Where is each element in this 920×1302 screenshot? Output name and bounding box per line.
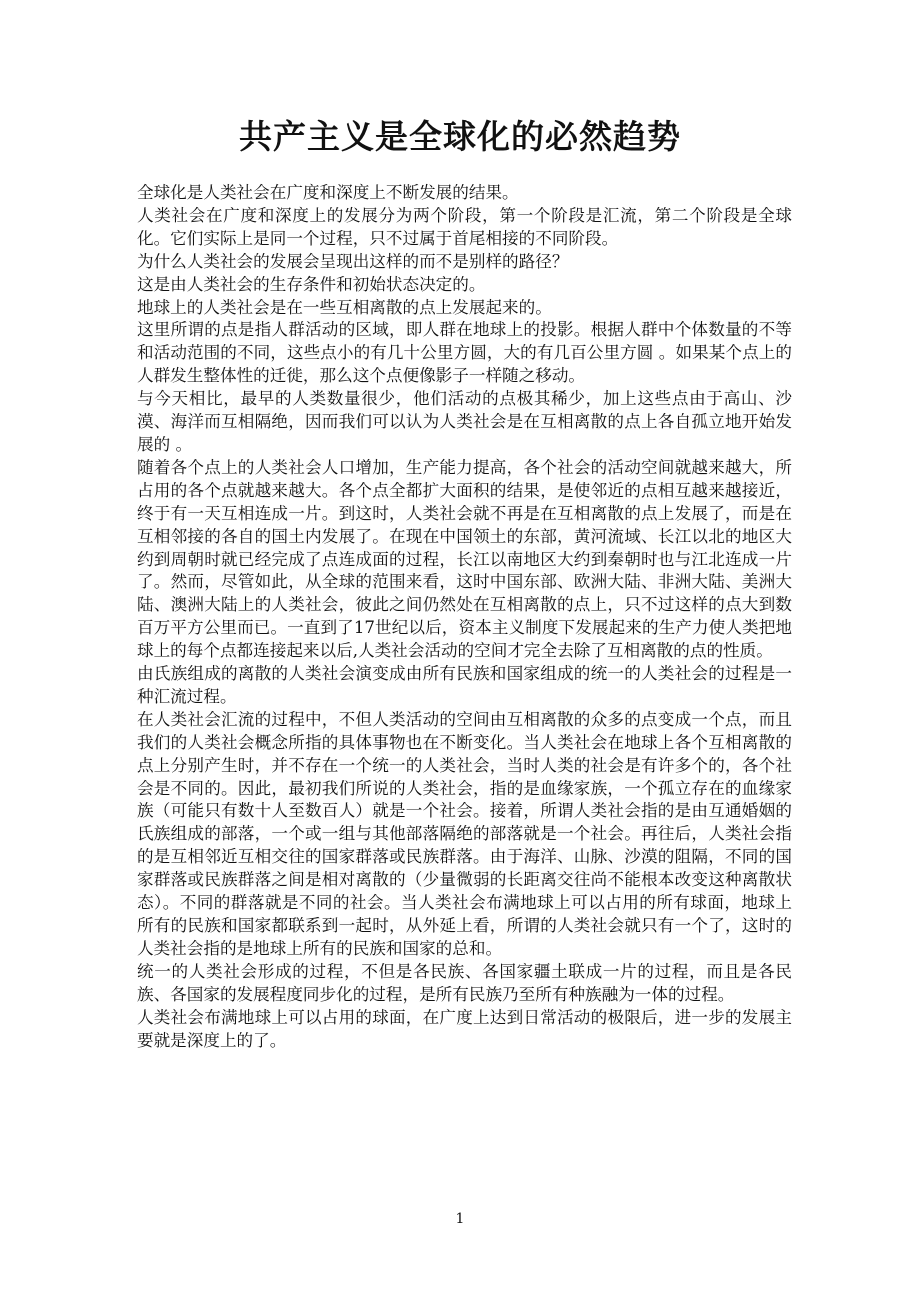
- paragraph: 这是由人类社会的生存条件和初始状态决定的。: [137, 274, 486, 294]
- paragraph: 人类社会布满地球上可以占用的球面，在广度上达到日常活动的极限后，进一步的发展主要就是深度上的了。: [137, 1007, 792, 1050]
- paragraph: 这里所谓的点是指人群活动的区域，即人群在地球上的投影。根据人群中个体数量的不等和活动范围的不同，这些点小的有几十公里方圆，大的有几百公里方圆 。如果某个点上的人群发生整体性的迁徙，那么这个点便像影子一样随之移动。: [137, 320, 792, 386]
- paragraph: 随着各个点上的人类社会人口增加，生产能力提高，各个社会的活动空间就越来越大，所占用的各个点就越来越大。各个点全都扩大面积的结果，是使邻近的点相互越来越接近，终于有一天互相连成一片。到这时，人类社会就不再是在互相离散的点上发展了，而是在互相邻接的各自的国土内发展了。在现在中国领土的东部，黄河流域、长江以北的地区大约到周朝时就已经完成了点连成面的过程，长江以南地区大约到秦朝时也与江北连成一片了。然而，尽管如此，从全球的范围来看，这时中国东部、欧洲大陆、非洲大陆、美洲大陆、澳洲大陆上的人类社会，彼此之间仍然处在互相离散的点上，只不过这样的点大到数百万平方公里而已。一直到了17世纪以后，资本主义制度下发展起来的生产力使人类把地球上的每个点都连接起来以后,人类社会活动的空间才完全去除了互相离散的点的性质。: [137, 457, 792, 661]
- page-number: 1: [455, 1211, 465, 1227]
- paragraph: 人类社会在广度和深度上的发展分为两个阶段，第一个阶段是汇流，第二个阶段是全球化。它们实际上是同一个过程，只不过属于首尾相接的不同阶段。: [137, 205, 792, 248]
- paragraph: 全球化是人类社会在广度和深度上不断发展的结果。: [137, 183, 519, 202]
- document-body: [137, 182, 792, 1052]
- paragraph: 在人类社会汇流的过程中，不但人类活动的空间由互相离散的众多的点变成一个点，而且我们的人类社会概念所指的具体事物也在不断变化。当人类社会在地球上各个互相离散的点上分别产生时，并不存在一个统一的人类社会，当时人类的社会是有许多个的，各个社会是不同的。因此，最初我们所说的人类社会，指的是血缘家族，一个孤立存在的血缘家族（可能只有数十人至数百人）就是一个社会。接着，所谓人类社会指的是由互通婚姻的氏族组成的部落，一个或一组与其他部落隔绝的部落就是一个社会。再往后，人类社会指的是互相邻近互相交往的国家群落或民族群落。由于海洋、山脉、沙漠的阻隔，不同的国家群落或民族群落之间是相对离散的（少量微弱的长距离交往尚不能根本改变这种离散状态）。不同的群落就是不同的社会。当人类社会布满地球上可以占用的所有球面，地球上所有的民族和国家都联系到一起时，从外延上看，所谓的人类社会就只有一个了，这时的人类社会指的是地球上所有的民族和国家的总和。: [137, 709, 792, 958]
- paragraph: 地球上的人类社会是在一些互相离散的点上发展起来的。: [137, 297, 552, 317]
- paragraph: 由氏族组成的离散的人类社会演变成由所有民族和国家组成的统一的人类社会的过程是一种汇流过程。: [137, 664, 792, 706]
- paragraph: 为什么人类社会的发展会呈现出这样的而不是别样的路径？: [137, 251, 569, 271]
- paragraph: 统一的人类社会形成的过程，不但是各民族、各国家疆土联成一片的过程，而且是各民族、各国家的发展程度同步化的过程，是所有民族乃至所有种族融为一体的过程。: [137, 961, 792, 1004]
- document-title: 共产主义是全球化的必然趋势: [239, 117, 681, 156]
- paragraph: 与今天相比，最早的人类数量很少，他们活动的点极其稀少，加上这些点由于高山、沙漠、海洋而互相隔绝，因而我们可以认为人类社会是在互相离散的点上各自孤立地开始发展的 。: [137, 389, 792, 454]
